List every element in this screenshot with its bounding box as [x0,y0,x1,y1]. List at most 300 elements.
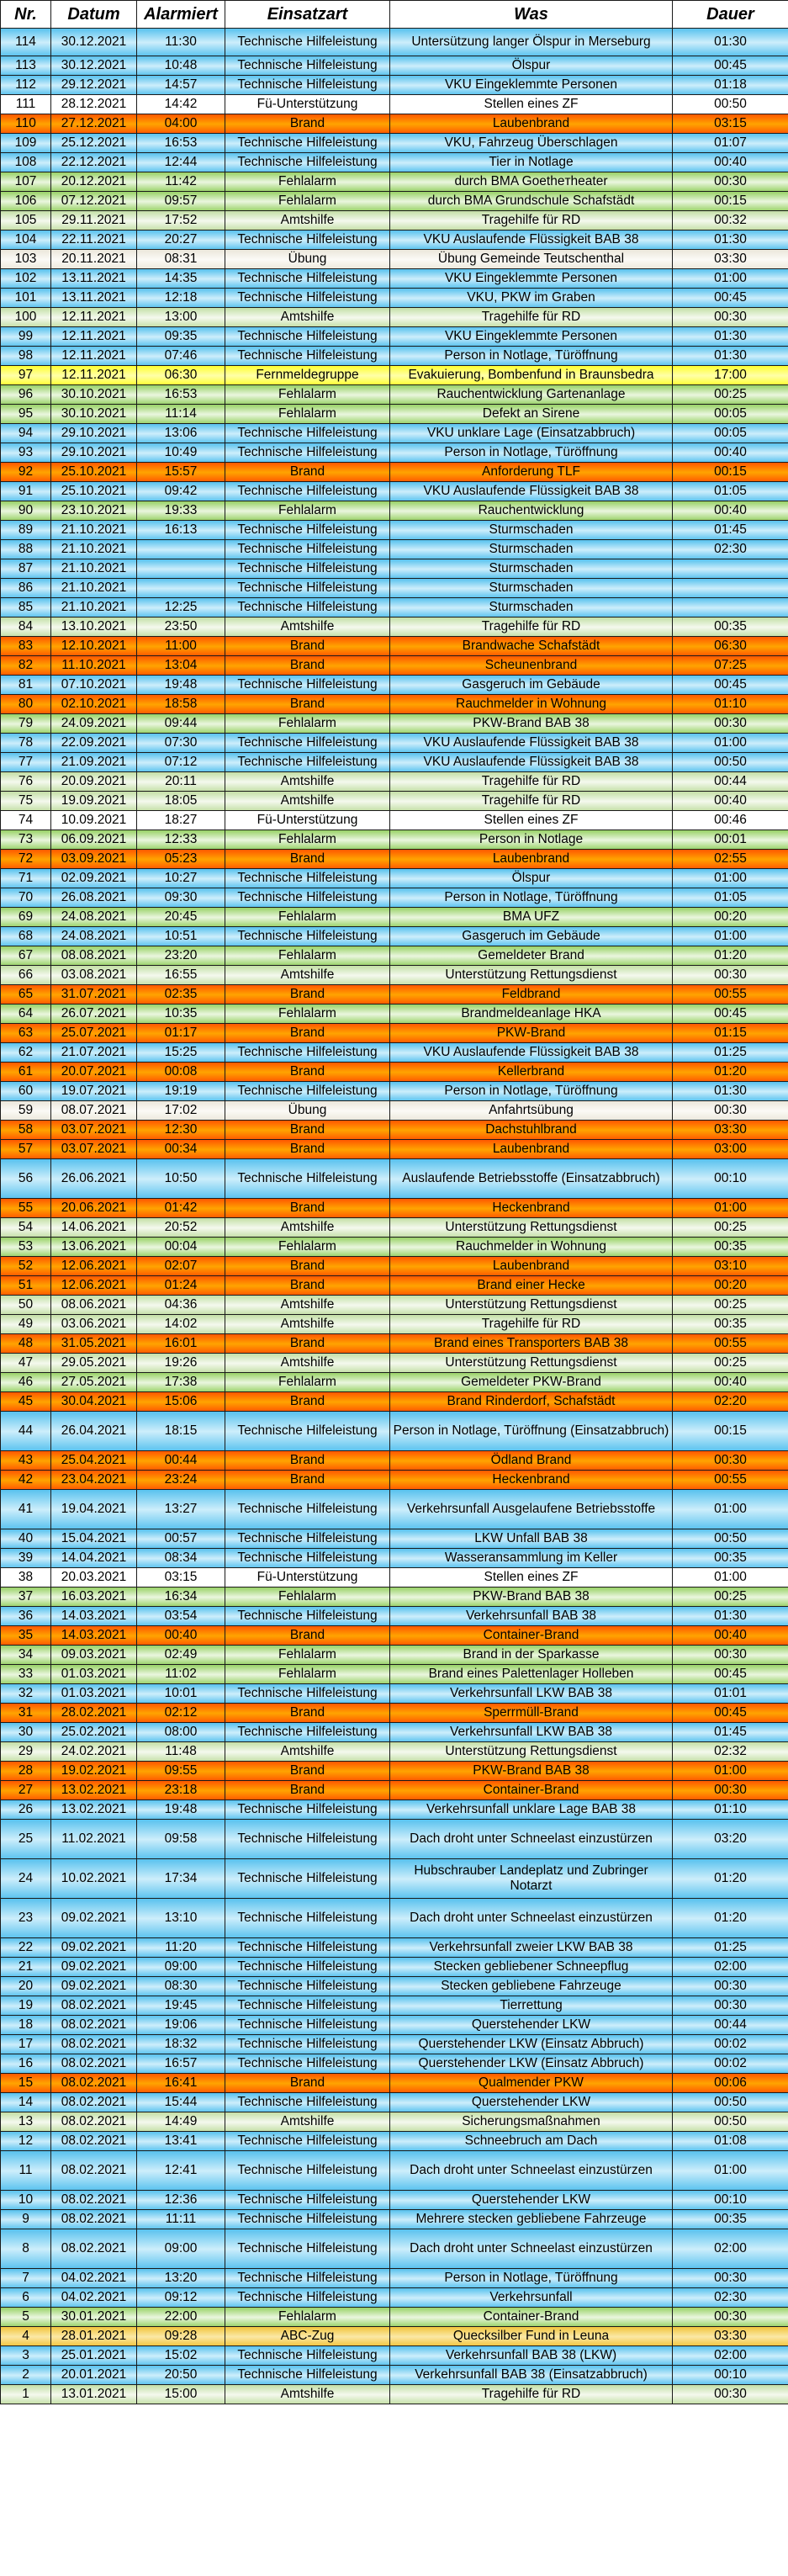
cell-dauer: 00:50 [673,1529,788,1549]
cell-datum: 24.02.2021 [51,1742,137,1762]
cell-einsatzart: Fehlalarm [225,405,390,424]
cell-einsatzart: Fehlalarm [225,172,390,192]
cell-alarmiert: 14:57 [137,76,225,95]
cell-nr: 81 [1,676,51,695]
cell-nr: 98 [1,347,51,366]
cell-alarmiert: 00:04 [137,1238,225,1257]
cell-dauer: 01:00 [673,1762,788,1781]
cell-dauer: 00:50 [673,2093,788,2112]
cell-datum: 13.06.2021 [51,1238,137,1257]
cell-datum: 25.02.2021 [51,1723,137,1742]
cell-einsatzart: Technische Hilfeleistung [225,1996,390,2016]
cell-dauer: 01:30 [673,1082,788,1101]
cell-nr: 49 [1,1315,51,1334]
cell-alarmiert [137,559,225,579]
cell-datum: 29.10.2021 [51,424,137,443]
cell-was: VKU Auslaufende Flüssigkeit BAB 38 [390,734,673,753]
cell-datum: 12.11.2021 [51,366,137,385]
cell-alarmiert: 07:12 [137,753,225,772]
cell-datum: 21.10.2021 [51,540,137,559]
cell-nr: 15 [1,2074,51,2093]
table-row [1,1354,788,1373]
cell-datum: 11.02.2021 [51,1820,137,1859]
cell-nr: 67 [1,946,51,966]
cell-datum: 24.08.2021 [51,927,137,946]
cell-datum: 30.10.2021 [51,405,137,424]
cell-datum: 19.09.2021 [51,792,137,811]
cell-was: Sturmschaden [390,559,673,579]
cell-datum: 08.02.2021 [51,2112,137,2132]
cell-was: Sturmschaden [390,579,673,598]
cell-alarmiert: 20:27 [137,231,225,250]
cell-dauer: 17:00 [673,366,788,385]
cell-dauer: 00:44 [673,2016,788,2035]
table-row [1,2385,788,2404]
cell-nr: 21 [1,1958,51,1977]
cell-nr: 59 [1,1101,51,1121]
cell-was: Unterstützung Rettungsdienst [390,1296,673,1315]
cell-datum: 29.11.2021 [51,211,137,231]
cell-was: Stellen eines ZF [390,95,673,114]
cell-alarmiert: 01:24 [137,1276,225,1296]
cell-datum: 14.03.2021 [51,1607,137,1626]
cell-dauer: 00:30 [673,1451,788,1471]
cell-datum: 12.10.2021 [51,637,137,656]
cell-einsatzart: Technische Hilfeleistung [225,1899,390,1938]
cell-was: Verkehrsunfall BAB 38 (Einsatzabbruch) [390,2366,673,2385]
cell-alarmiert: 15:06 [137,1392,225,1412]
cell-was: Ölspur [390,56,673,76]
table-row [1,1451,788,1471]
table-row [1,95,788,114]
cell-alarmiert [137,540,225,559]
cell-dauer: 00:35 [673,2210,788,2229]
cell-datum: 08.02.2021 [51,2229,137,2269]
cell-nr: 79 [1,714,51,734]
cell-alarmiert: 22:00 [137,2308,225,2327]
cell-alarmiert: 03:15 [137,1568,225,1587]
table-row [1,850,788,869]
cell-nr: 114 [1,29,51,56]
cell-einsatzart: ABC-Zug [225,2327,390,2346]
cell-datum: 26.04.2021 [51,1412,137,1451]
cell-was: Unterstützung Rettungsdienst [390,1218,673,1238]
table-row [1,2054,788,2074]
cell-nr: 82 [1,656,51,676]
cell-nr: 44 [1,1412,51,1451]
cell-datum: 08.02.2021 [51,2016,137,2035]
cell-was: Quecksilber Fund in Leuna [390,2327,673,2346]
table-row [1,656,788,676]
cell-datum: 14.03.2021 [51,1626,137,1646]
cell-datum: 25.10.2021 [51,463,137,482]
cell-nr: 37 [1,1587,51,1607]
cell-einsatzart: Amtshilfe [225,2385,390,2404]
cell-datum: 30.12.2021 [51,29,137,56]
cell-was: BMA UFZ [390,908,673,927]
cell-was: VKU Auslaufende Flüssigkeit BAB 38 [390,753,673,772]
cell-was: Kellerbrand [390,1063,673,1082]
cell-einsatzart: Übung [225,250,390,269]
cell-nr: 50 [1,1296,51,1315]
cell-einsatzart: Technische Hilfeleistung [225,888,390,908]
cell-alarmiert: 19:48 [137,1800,225,1820]
cell-alarmiert: 11:14 [137,405,225,424]
table-row [1,1238,788,1257]
cell-datum: 28.01.2021 [51,2327,137,2346]
cell-was: Rauchmelder in Wohnung [390,695,673,714]
cell-einsatzart: Amtshilfe [225,1742,390,1762]
cell-alarmiert: 11:11 [137,2210,225,2229]
cell-alarmiert: 14:49 [137,2112,225,2132]
cell-dauer: 01:15 [673,1024,788,1043]
cell-einsatzart: Technische Hilfeleistung [225,56,390,76]
cell-alarmiert: 19:06 [137,2016,225,2035]
cell-nr: 93 [1,443,51,463]
cell-nr: 91 [1,482,51,501]
table-row [1,1257,788,1276]
cell-was: Dach droht unter Schneelast einzustürzen [390,1820,673,1859]
cell-einsatzart: Technische Hilfeleistung [225,231,390,250]
cell-dauer: 00:15 [673,1412,788,1451]
cell-einsatzart: Technische Hilfeleistung [225,2366,390,2385]
cell-einsatzart: Fü-Unterstützung [225,811,390,830]
cell-einsatzart: Technische Hilfeleistung [225,2191,390,2210]
cell-was: durch BMA Grundschule Schafstädt [390,192,673,211]
cell-alarmiert: 09:00 [137,1958,225,1977]
cell-nr: 94 [1,424,51,443]
cell-einsatzart: Technische Hilfeleistung [225,1977,390,1996]
cell-dauer: 00:45 [673,1004,788,1024]
cell-alarmiert: 00:40 [137,1626,225,1646]
cell-datum: 31.05.2021 [51,1334,137,1354]
cell-einsatzart: Technische Hilfeleistung [225,2035,390,2054]
cell-was: Person in Notlage, Türöffnung [390,347,673,366]
cell-einsatzart: Brand [225,1781,390,1800]
cell-nr: 52 [1,1257,51,1276]
cell-datum: 21.09.2021 [51,753,137,772]
table-row [1,1199,788,1218]
cell-nr: 23 [1,1899,51,1938]
cell-dauer: 01:25 [673,1938,788,1958]
cell-datum: 31.07.2021 [51,985,137,1004]
cell-was: VKU, PKW im Graben [390,289,673,308]
cell-einsatzart: Technische Hilfeleistung [225,598,390,617]
cell-nr: 66 [1,966,51,985]
cell-datum: 12.11.2021 [51,347,137,366]
cell-datum: 21.10.2021 [51,579,137,598]
cell-datum: 13.11.2021 [51,269,137,289]
table-row [1,482,788,501]
cell-dauer: 00:55 [673,985,788,1004]
cell-alarmiert: 11:02 [137,1665,225,1684]
table-row [1,1859,788,1899]
cell-einsatzart: Fehlalarm [225,501,390,521]
table-row [1,2151,788,2191]
cell-einsatzart: Fehlalarm [225,1238,390,1257]
cell-alarmiert: 15:57 [137,463,225,482]
cell-nr: 34 [1,1646,51,1665]
cell-einsatzart: Technische Hilfeleistung [225,1490,390,1529]
table-row [1,1684,788,1704]
cell-was: Person in Notlage, Türöffnung (Einsatzabbruch) [390,1412,673,1451]
cell-datum: 28.02.2021 [51,1704,137,1723]
table-row [1,327,788,347]
table-body [1,29,788,2404]
cell-datum: 13.02.2021 [51,1781,137,1800]
cell-dauer: 03:15 [673,114,788,134]
cell-was: Sturmschaden [390,598,673,617]
table-row [1,792,788,811]
cell-alarmiert: 09:42 [137,482,225,501]
cell-einsatzart: Technische Hilfeleistung [225,559,390,579]
cell-einsatzart: Fehlalarm [225,385,390,405]
cell-alarmiert: 23:18 [137,1781,225,1800]
cell-alarmiert: 02:35 [137,985,225,1004]
cell-alarmiert: 13:41 [137,2132,225,2151]
cell-was: Person in Notlage, Türöffnung [390,2269,673,2288]
cell-nr: 53 [1,1238,51,1257]
cell-einsatzart: Fehlalarm [225,192,390,211]
cell-was: durch BMA Goetheтheater [390,172,673,192]
table-row [1,714,788,734]
cell-dauer: 00:30 [673,2308,788,2327]
table-row [1,1646,788,1665]
table-row [1,2229,788,2269]
cell-nr: 108 [1,153,51,172]
table-row [1,308,788,327]
cell-dauer: 00:25 [673,1587,788,1607]
cell-nr: 105 [1,211,51,231]
cell-datum: 23.04.2021 [51,1471,137,1490]
cell-nr: 42 [1,1471,51,1490]
cell-dauer: 00:40 [673,1373,788,1392]
cell-datum: 20.09.2021 [51,772,137,792]
cell-nr: 69 [1,908,51,927]
header-row [1,1,788,29]
cell-einsatzart: Amtshilfe [225,1354,390,1373]
cell-dauer: 01:01 [673,1684,788,1704]
cell-was: Laubenbrand [390,1140,673,1159]
cell-nr: 113 [1,56,51,76]
cell-einsatzart: Brand [225,1024,390,1043]
cell-dauer: 01:00 [673,927,788,946]
cell-datum: 13.02.2021 [51,1800,137,1820]
cell-datum: 13.01.2021 [51,2385,137,2404]
cell-datum: 03.07.2021 [51,1140,137,1159]
cell-nr: 80 [1,695,51,714]
cell-dauer: 00:35 [673,617,788,637]
table-row [1,2210,788,2229]
cell-nr: 35 [1,1626,51,1646]
cell-was: Qualmender PKW [390,2074,673,2093]
cell-dauer: 03:10 [673,1257,788,1276]
cell-nr: 61 [1,1063,51,1082]
cell-nr: 33 [1,1665,51,1684]
cell-was: Verkehrsunfall LKW BAB 38 [390,1723,673,1742]
cell-einsatzart: Technische Hilfeleistung [225,1684,390,1704]
cell-alarmiert: 11:20 [137,1938,225,1958]
cell-alarmiert: 20:50 [137,2366,225,2385]
cell-alarmiert: 09:30 [137,888,225,908]
table-row [1,1121,788,1140]
cell-einsatzart: Technische Hilfeleistung [225,1800,390,1820]
table-row [1,29,788,56]
cell-nr: 40 [1,1529,51,1549]
cell-was: Rauchentwicklung Gartenanlage [390,385,673,405]
cell-datum: 03.08.2021 [51,966,137,985]
table-row [1,1568,788,1587]
cell-nr: 73 [1,830,51,850]
cell-nr: 30 [1,1723,51,1742]
cell-dauer: 01:20 [673,1063,788,1082]
table-row [1,869,788,888]
cell-einsatzart: Technische Hilfeleistung [225,289,390,308]
cell-alarmiert: 06:30 [137,366,225,385]
cell-datum: 21.07.2021 [51,1043,137,1063]
table-row [1,385,788,405]
cell-was: Querstehender LKW (Einsatz Abbruch) [390,2035,673,2054]
cell-was: Heckenbrand [390,1199,673,1218]
table-row [1,2093,788,2112]
table-row [1,1063,788,1082]
cell-dauer: 00:35 [673,1238,788,1257]
cell-einsatzart: Technische Hilfeleistung [225,2288,390,2308]
cell-dauer: 01:20 [673,946,788,966]
table-row [1,946,788,966]
cell-datum: 09.02.2021 [51,1899,137,1938]
table-row [1,2074,788,2093]
cell-alarmiert: 09:58 [137,1820,225,1859]
cell-alarmiert: 00:57 [137,1529,225,1549]
cell-datum: 30.04.2021 [51,1392,137,1412]
cell-nr: 102 [1,269,51,289]
cell-einsatzart: Technische Hilfeleistung [225,1958,390,1977]
cell-nr: 101 [1,289,51,308]
cell-alarmiert: 02:07 [137,1257,225,1276]
cell-nr: 89 [1,521,51,540]
cell-nr: 1 [1,2385,51,2404]
cell-nr: 12 [1,2132,51,2151]
cell-datum: 07.12.2021 [51,192,137,211]
cell-alarmiert: 19:19 [137,1082,225,1101]
cell-nr: 5 [1,2308,51,2327]
cell-was: Unterstützung Rettungsdienst [390,1742,673,1762]
cell-dauer: 00:45 [673,1704,788,1723]
cell-alarmiert: 16:53 [137,134,225,153]
cell-nr: 11 [1,2151,51,2191]
cell-datum: 08.02.2021 [51,2210,137,2229]
table-row [1,1140,788,1159]
cell-dauer: 00:45 [673,289,788,308]
table-row [1,559,788,579]
cell-datum: 21.10.2021 [51,559,137,579]
cell-einsatzart: Brand [225,463,390,482]
cell-nr: 9 [1,2210,51,2229]
cell-einsatzart: Brand [225,985,390,1004]
cell-was: Brand eines Palettenlager Holleben [390,1665,673,1684]
cell-dauer: 00:30 [673,172,788,192]
cell-was: PKW-Brand BAB 38 [390,714,673,734]
cell-datum: 27.12.2021 [51,114,137,134]
table-row [1,250,788,269]
table-row [1,2327,788,2346]
cell-dauer: 01:00 [673,869,788,888]
cell-alarmiert: 15:02 [137,2346,225,2366]
cell-datum: 12.11.2021 [51,327,137,347]
cell-was: Anforderung TLF [390,463,673,482]
cell-was: Verkehrsunfall [390,2288,673,2308]
table-row [1,1392,788,1412]
cell-einsatzart: Technische Hilfeleistung [225,327,390,347]
cell-was: Brand eines Transporters BAB 38 [390,1334,673,1354]
cell-alarmiert: 04:00 [137,114,225,134]
cell-datum: 01.03.2021 [51,1665,137,1684]
cell-was: Verkehrsunfall Ausgelaufene Betriebsstoffe [390,1490,673,1529]
cell-was: Sturmschaden [390,521,673,540]
cell-datum: 22.11.2021 [51,231,137,250]
cell-nr: 25 [1,1820,51,1859]
cell-datum: 14.04.2021 [51,1549,137,1568]
cell-dauer: 01:30 [673,327,788,347]
cell-einsatzart: Brand [225,1334,390,1354]
cell-einsatzart: Amtshilfe [225,772,390,792]
cell-was: Feldbrand [390,985,673,1004]
cell-datum: 27.05.2021 [51,1373,137,1392]
cell-datum: 08.07.2021 [51,1101,137,1121]
cell-einsatzart: Amtshilfe [225,617,390,637]
cell-dauer: 00:40 [673,153,788,172]
cell-datum: 30.01.2021 [51,2308,137,2327]
cell-datum: 12.06.2021 [51,1276,137,1296]
cell-nr: 24 [1,1859,51,1899]
cell-dauer: 00:35 [673,1549,788,1568]
cell-was: Heckenbrand [390,1471,673,1490]
cell-alarmiert: 14:02 [137,1315,225,1334]
cell-nr: 106 [1,192,51,211]
cell-dauer: 00:15 [673,192,788,211]
cell-nr: 88 [1,540,51,559]
cell-dauer: 00:01 [673,830,788,850]
cell-was: Stellen eines ZF [390,1568,673,1587]
cell-einsatzart: Technische Hilfeleistung [225,153,390,172]
cell-was: Untersützung langer Ölspur in Merseburg [390,29,673,56]
cell-was: Person in Notlage, Türöffnung [390,888,673,908]
cell-datum: 14.06.2021 [51,1218,137,1238]
cell-was: Verkehrsunfall BAB 38 [390,1607,673,1626]
cell-nr: 3 [1,2346,51,2366]
cell-alarmiert: 10:50 [137,1159,225,1199]
cell-was: Verkehrsunfall BAB 38 (LKW) [390,2346,673,2366]
cell-einsatzart: Fernmeldegruppe [225,366,390,385]
cell-was: Verkehrsunfall zweier LKW BAB 38 [390,1938,673,1958]
cell-nr: 20 [1,1977,51,1996]
cell-nr: 38 [1,1568,51,1587]
cell-datum: 03.09.2021 [51,850,137,869]
cell-dauer: 01:05 [673,482,788,501]
cell-nr: 27 [1,1781,51,1800]
table-row [1,172,788,192]
table-row [1,463,788,482]
cell-dauer: 00:45 [673,1665,788,1684]
cell-alarmiert: 20:52 [137,1218,225,1238]
cell-was: Tragehilfe für RD [390,792,673,811]
cell-was: Querstehender LKW [390,2093,673,2112]
cell-nr: 104 [1,231,51,250]
cell-was: Person in Notlage, Türöffnung [390,443,673,463]
cell-was: Laubenbrand [390,114,673,134]
cell-einsatzart: Technische Hilfeleistung [225,2016,390,2035]
